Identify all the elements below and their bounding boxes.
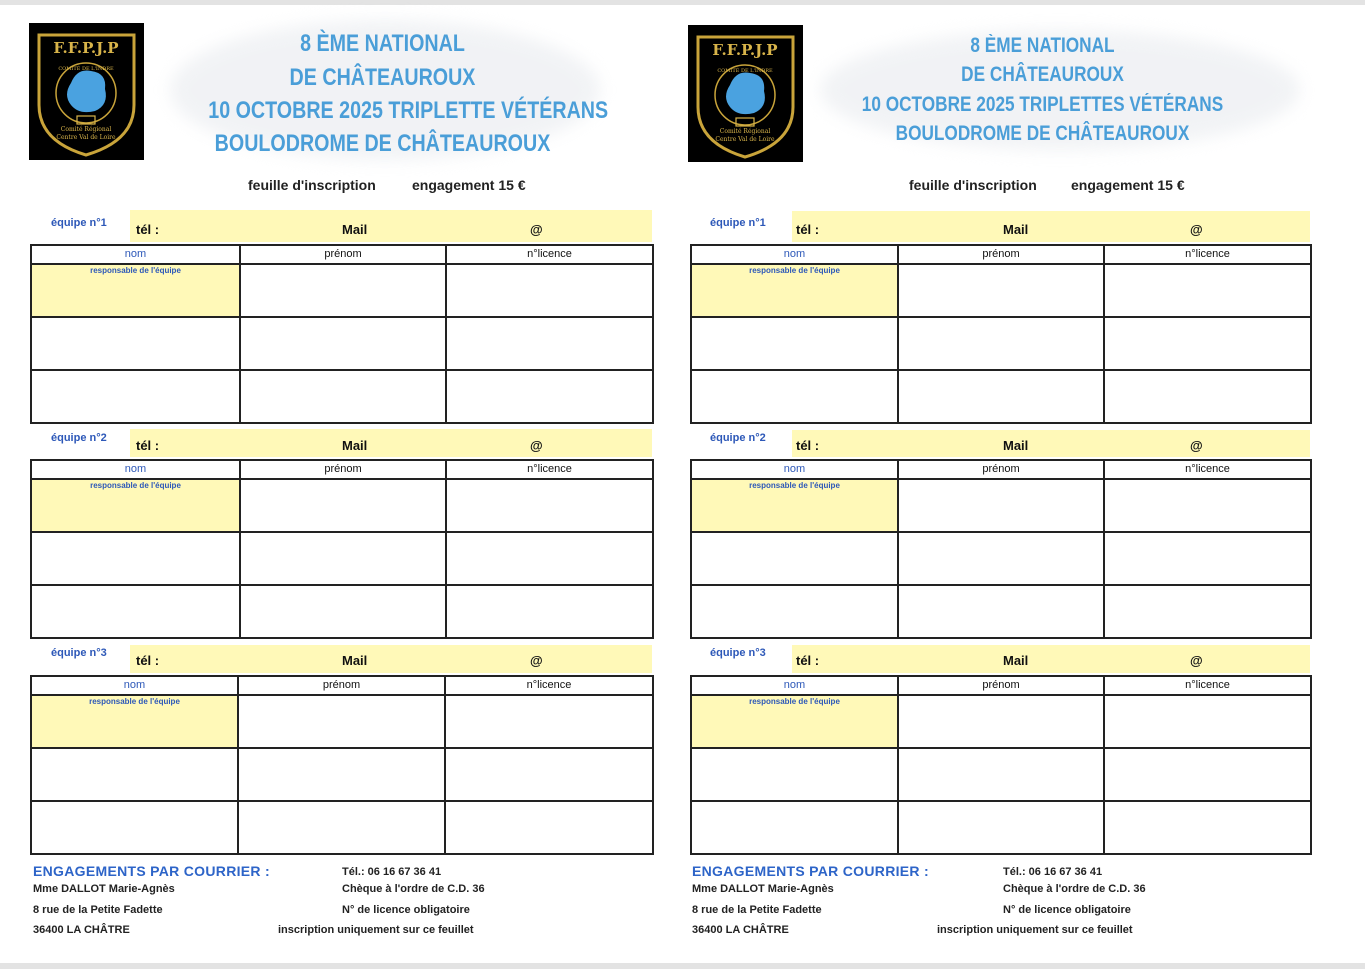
registration-sheet-left [0, 0, 660, 969]
title-line-2: DE CHÂTEAUROUX [961, 63, 1124, 86]
team-2-player-3-prenom[interactable] [240, 585, 446, 638]
team-1-player-1-prenom[interactable] [898, 264, 1104, 317]
team-3-player-2-licence[interactable] [445, 748, 653, 801]
team-1-mail-label: Mail [1003, 222, 1029, 237]
team-3-player-3-licence[interactable] [1104, 801, 1311, 854]
responsable-label: responsable de l'équipe [749, 481, 840, 490]
col-prenom: prénom [238, 676, 445, 695]
team-3-player-2-licence[interactable] [1104, 748, 1311, 801]
responsable-label: responsable de l'équipe [749, 266, 840, 275]
logo-brand: F.F.P.J.P [53, 39, 119, 57]
team-2-at-label: @ [1190, 438, 1203, 453]
logo-brand: F.F.P.J.P [712, 41, 778, 59]
team-3-player-2-prenom[interactable] [898, 748, 1104, 801]
team-2-player-2-nom[interactable] [31, 532, 240, 585]
team-2-player-1-licence[interactable] [1104, 479, 1311, 532]
footer-city: 36400 LA CHÂTRE [692, 924, 789, 936]
team-1-player-3-licence[interactable] [1104, 370, 1311, 423]
team-2-player-1-licence[interactable] [446, 479, 653, 532]
footer-licence-note: N° de licence obligatoire [1003, 904, 1131, 916]
team-1-table [690, 244, 1312, 424]
team-2-player-2-nom[interactable] [691, 532, 898, 585]
team-2-player-2-licence[interactable] [446, 532, 653, 585]
col-prenom: prénom [898, 245, 1104, 264]
team-1-player-1-nom[interactable] [31, 264, 240, 317]
team-3-table [30, 675, 654, 855]
col-licence: n°licence [445, 676, 653, 695]
team-1-label: équipe n°1 [710, 217, 766, 229]
team-2-player-3-licence[interactable] [1104, 585, 1311, 638]
team-2-mail-label: Mail [342, 438, 368, 453]
team-1-tel-label: tél : [136, 222, 160, 237]
team-2-table [690, 459, 1312, 639]
title-line-2: DE CHÂTEAUROUX [289, 64, 476, 91]
team-1-player-3-nom[interactable] [691, 370, 898, 423]
logo-ring-bottom-1: Comité Régional [60, 126, 112, 133]
footer-inscription-note: inscription uniquement sur ce feuillet [937, 924, 1133, 936]
team-3-player-1-licence[interactable] [1104, 695, 1311, 748]
title-line-4: BOULODROME DE CHÂTEAUROUX [214, 130, 551, 157]
team-2-player-2-prenom[interactable] [240, 532, 446, 585]
footer-licence-note: N° de licence obligatoire [342, 904, 470, 916]
team-3-player-3-prenom[interactable] [898, 801, 1104, 854]
registration-sheet-right [660, 0, 1320, 969]
team-3-label: équipe n°3 [710, 647, 766, 659]
col-licence: n°licence [446, 245, 653, 264]
team-3-player-1-prenom[interactable] [898, 695, 1104, 748]
subtitle-form: feuille d'inscription [909, 177, 1037, 193]
col-prenom: prénom [898, 460, 1104, 479]
footer-title: ENGAGEMENTS PAR COURRIER : [33, 863, 270, 879]
team-3-player-1-prenom[interactable] [238, 695, 445, 748]
team-1-player-3-licence[interactable] [446, 370, 653, 423]
subtitle-fee: engagement 15 € [1071, 177, 1185, 193]
team-3-mail-label: Mail [342, 653, 368, 668]
col-licence: n°licence [1104, 245, 1311, 264]
title-line-3: 10 OCTOBRE 2025 TRIPLETTES VÉTÉRANS [861, 93, 1224, 116]
footer-cheque: Chèque à l'ordre de C.D. 36 [342, 883, 485, 895]
team-1-contact-bar [792, 211, 1310, 242]
team-2-player-2-prenom[interactable] [898, 532, 1104, 585]
team-3-mail-label: Mail [1003, 653, 1029, 668]
team-2-player-1-prenom[interactable] [898, 479, 1104, 532]
team-3-player-3-nom[interactable] [31, 801, 238, 854]
team-1-player-2-prenom[interactable] [240, 317, 446, 370]
title-line-4: BOULODROME DE CHÂTEAUROUX [895, 122, 1190, 145]
responsable-label: responsable de l'équipe [749, 697, 840, 706]
team-1-player-2-nom[interactable] [31, 317, 240, 370]
team-2-mail-label: Mail [1003, 438, 1029, 453]
team-2-player-3-nom[interactable] [691, 585, 898, 638]
team-2-player-3-licence[interactable] [446, 585, 653, 638]
subtitle-form: feuille d'inscription [248, 177, 376, 193]
team-2-tel-label: tél : [796, 438, 820, 453]
team-2-player-1-prenom[interactable] [240, 479, 446, 532]
team-2-player-3-nom[interactable] [31, 585, 240, 638]
team-2-table [30, 459, 654, 639]
team-3-player-3-prenom[interactable] [238, 801, 445, 854]
logo-ring-bottom-1: Comité Régional [719, 128, 771, 135]
footer-cheque: Chèque à l'ordre de C.D. 36 [1003, 883, 1146, 895]
team-1-player-2-prenom[interactable] [898, 317, 1104, 370]
subtitle-fee: engagement 15 € [412, 177, 526, 193]
footer-name: Mme DALLOT Marie-Agnès [33, 883, 175, 895]
footer-inscription-note: inscription uniquement sur ce feuillet [278, 924, 474, 936]
team-2-contact-bar [792, 430, 1310, 457]
team-3-label: équipe n°3 [51, 647, 107, 659]
team-2-player-1-nom[interactable] [691, 479, 898, 532]
col-prenom: prénom [898, 676, 1104, 695]
footer-street: 8 rue de la Petite Fadette [33, 904, 163, 916]
col-nom: nom [691, 245, 898, 264]
col-nom: nom [31, 460, 240, 479]
team-2-at-label: @ [530, 438, 543, 453]
team-3-contact-bar [792, 645, 1310, 673]
team-1-player-2-licence[interactable] [1104, 317, 1311, 370]
col-licence: n°licence [1104, 460, 1311, 479]
team-2-label: équipe n°2 [51, 432, 107, 444]
logo-ring-top: COMITÉ DE L'INDRE [58, 66, 114, 72]
team-1-player-3-prenom[interactable] [240, 370, 446, 423]
team-1-label: équipe n°1 [51, 217, 107, 229]
team-1-player-1-licence[interactable] [446, 264, 653, 317]
col-nom: nom [691, 676, 898, 695]
footer-name: Mme DALLOT Marie-Agnès [692, 883, 834, 895]
ffpjp-logo [688, 25, 803, 162]
team-1-at-label: @ [1190, 222, 1203, 237]
team-3-table [690, 675, 1312, 855]
footer-street: 8 rue de la Petite Fadette [692, 904, 822, 916]
title-line-1: 8 ÈME NATIONAL [970, 34, 1115, 57]
team-3-player-2-prenom[interactable] [238, 748, 445, 801]
ffpjp-logo [29, 23, 144, 160]
title-line-3: 10 OCTOBRE 2025 TRIPLETTE VÉTÉRANS [208, 97, 609, 124]
team-3-player-2-nom[interactable] [691, 748, 898, 801]
team-1-table [30, 244, 654, 424]
logo-ring-bottom-2: Centre Val de Loire [715, 136, 775, 143]
team-3-contact-bar [130, 645, 652, 673]
footer-city: 36400 LA CHÂTRE [33, 924, 130, 936]
team-2-contact-bar [130, 429, 652, 457]
responsable-label: responsable de l'équipe [90, 481, 181, 490]
team-1-player-2-nom[interactable] [691, 317, 898, 370]
team-3-player-3-nom[interactable] [691, 801, 898, 854]
responsable-label: responsable de l'équipe [90, 266, 181, 275]
footer-tel: Tél.: 06 16 67 36 41 [1003, 866, 1103, 878]
title-line-1: 8 ÈME NATIONAL [300, 30, 465, 57]
logo-ring-bottom-2: Centre Val de Loire [56, 134, 116, 141]
team-2-label: équipe n°2 [710, 432, 766, 444]
team-1-player-1-nom[interactable] [691, 264, 898, 317]
team-1-player-3-prenom[interactable] [898, 370, 1104, 423]
team-1-mail-label: Mail [342, 222, 368, 237]
col-nom: nom [691, 460, 898, 479]
team-1-player-1-prenom[interactable] [240, 264, 446, 317]
team-3-player-2-nom[interactable] [31, 748, 238, 801]
team-2-player-1-nom[interactable] [31, 479, 240, 532]
responsable-label: responsable de l'équipe [89, 697, 180, 706]
logo-ring-top: COMITÉ DE L'INDRE [717, 68, 773, 74]
team-3-tel-label: tél : [796, 653, 820, 668]
footer-tel: Tél.: 06 16 67 36 41 [342, 866, 442, 878]
team-3-player-3-licence[interactable] [445, 801, 653, 854]
col-licence: n°licence [446, 460, 653, 479]
team-2-player-2-licence[interactable] [1104, 532, 1311, 585]
team-3-player-1-nom[interactable] [31, 695, 238, 748]
bottom-edge [0, 963, 1365, 969]
team-3-at-label: @ [530, 653, 543, 668]
col-nom: nom [31, 245, 240, 264]
team-1-player-2-licence[interactable] [446, 317, 653, 370]
team-3-player-1-nom[interactable] [691, 695, 898, 748]
team-1-contact-bar [130, 210, 652, 242]
team-2-tel-label: tél : [136, 438, 160, 453]
team-2-player-3-prenom[interactable] [898, 585, 1104, 638]
col-licence: n°licence [1104, 676, 1311, 695]
col-prenom: prénom [240, 245, 446, 264]
col-nom: nom [31, 676, 238, 695]
team-3-player-1-licence[interactable] [445, 695, 653, 748]
team-3-at-label: @ [1190, 653, 1203, 668]
col-prenom: prénom [240, 460, 446, 479]
team-1-at-label: @ [530, 222, 543, 237]
footer-title: ENGAGEMENTS PAR COURRIER : [692, 863, 929, 879]
team-1-player-3-nom[interactable] [31, 370, 240, 423]
team-3-tel-label: tél : [136, 653, 160, 668]
team-1-player-1-licence[interactable] [1104, 264, 1311, 317]
team-1-tel-label: tél : [796, 222, 820, 237]
